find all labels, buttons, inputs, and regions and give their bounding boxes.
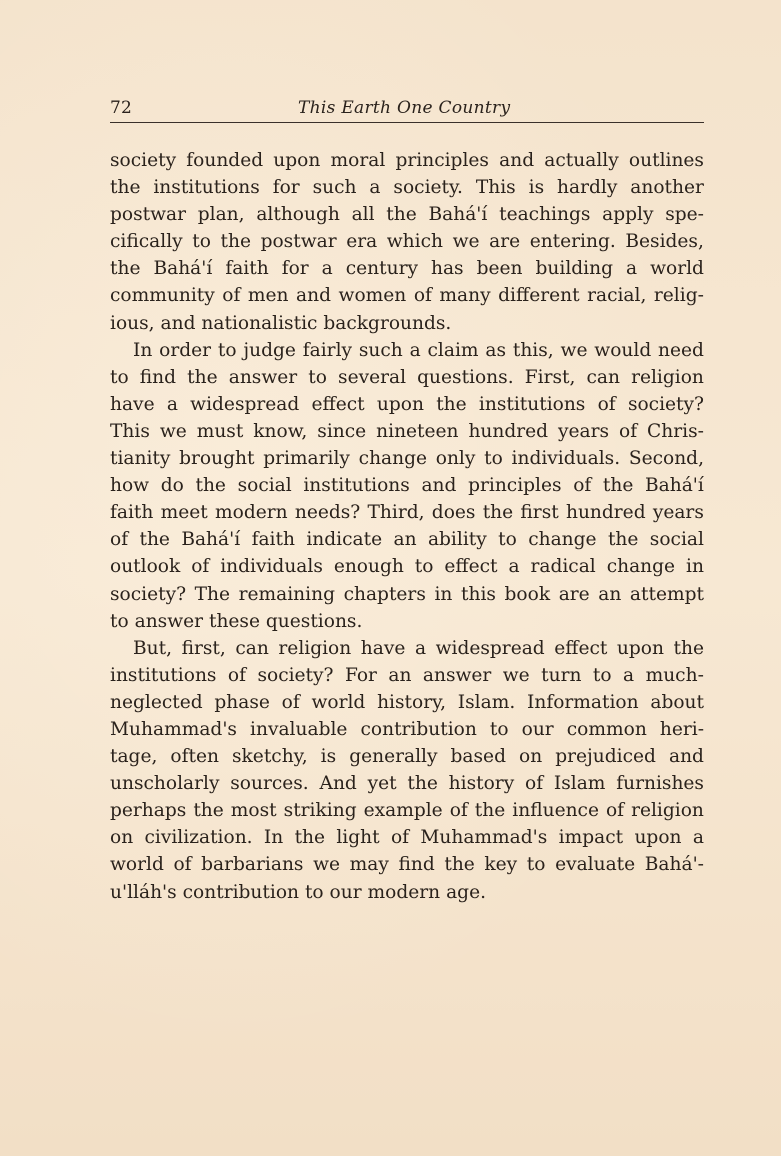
text-line: unscholarly sources. And yet the history of Islam furnishes [110, 773, 704, 795]
text-line: community of men and women of many different racial, relig- [110, 285, 704, 307]
text-line: institutions of society? For an answer we turn to a much- [110, 664, 704, 686]
text-line: cifically to the postwar era which we are entering. Besides, [110, 231, 704, 253]
text-line: Muhammad's invaluable contribution to our common heri- [110, 718, 704, 740]
text-line: the institutions for such a society. This is hardly another [110, 177, 704, 199]
text-line: on civilization. In the light of Muhammad's impact upon a [110, 827, 704, 849]
text-line: have a widespread effect upon the institutions of society? [110, 393, 704, 415]
paragraph [110, 635, 704, 906]
text-line: of the Bahá'í faith indicate an ability to change the social [110, 529, 704, 551]
text-line: neglected phase of world history, Islam. Information about [110, 691, 704, 713]
text-line: In order to judge fairly such a claim as this, we would need [133, 339, 704, 361]
text-line: tage, often sketchy, is generally based on prejudiced and [110, 746, 704, 768]
text-line: society? The remaining chapters in this book are an attempt [110, 583, 704, 605]
text-line: perhaps the most striking example of the influence of religion [110, 800, 704, 822]
text-line: society founded upon moral principles and actually outlines [110, 150, 704, 171]
text-line: outlook of individuals enough to effect a radical change in [110, 556, 704, 578]
text-line: tianity brought primarily change only to individuals. Second, [110, 448, 704, 470]
page-number: 72 [110, 98, 133, 118]
text-line: how do the social institutions and principles of the Bahá'í [110, 475, 704, 497]
text-line: ious, and nationalistic backgrounds. [110, 312, 452, 334]
paragraph [110, 337, 704, 635]
page-header [110, 96, 704, 123]
text-line: faith meet modern needs? Third, does the first hundred years [110, 502, 704, 524]
text-line: u'lláh's contribution to our modern age. [110, 881, 486, 903]
text-line: postwar plan, although all the Bahá'í teachings apply spe- [110, 204, 704, 226]
running-title: This Earth One Country [298, 98, 511, 118]
text-line: This we must know, since nineteen hundred years of Chris- [110, 420, 704, 442]
text-line: world of barbarians we may find the key to evaluate Bahá'- [110, 854, 704, 876]
body-text [110, 147, 704, 906]
text-line: to find the answer to several questions. First, can religion [110, 366, 704, 388]
paragraph [110, 147, 704, 337]
text-line: But, first, can religion have a widespread effect upon the [133, 637, 704, 659]
text-line: the Bahá'í faith for a century has been building a world [110, 258, 704, 280]
text-line: to answer these questions. [110, 610, 363, 632]
